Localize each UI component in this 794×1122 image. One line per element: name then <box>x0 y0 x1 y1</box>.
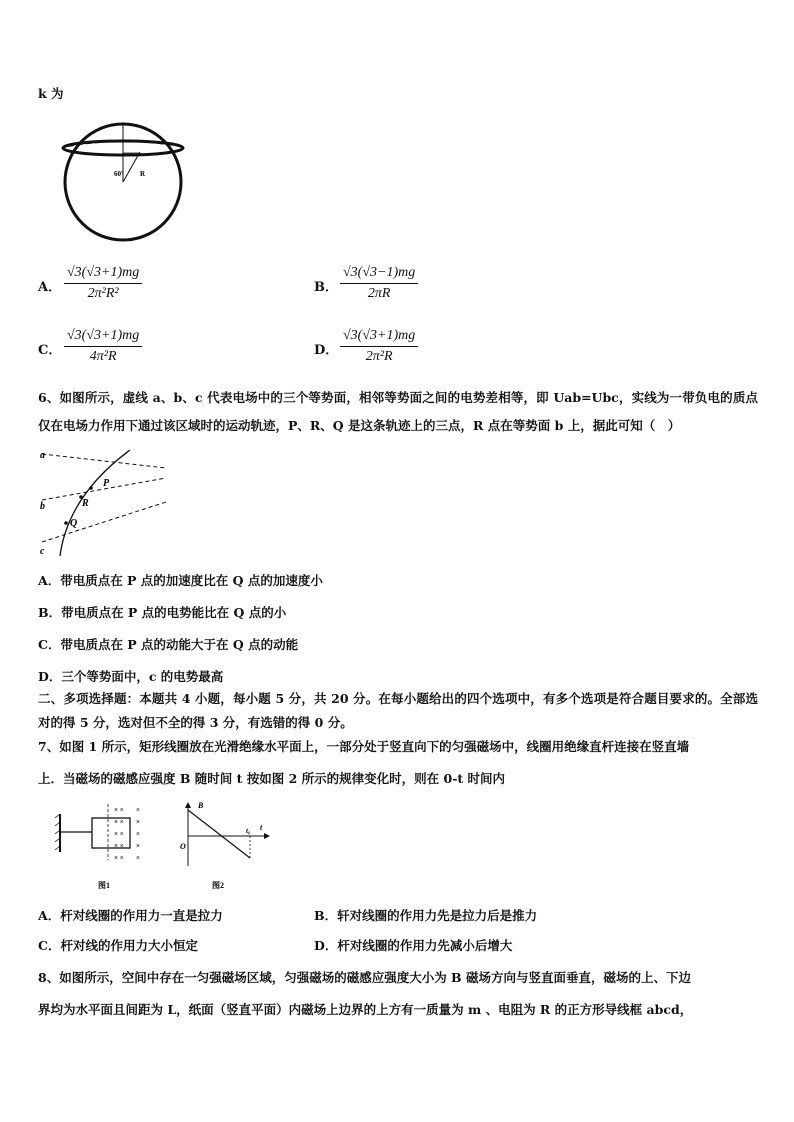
section2-heading: 二、多项选择题：本题共 4 小题，每小题 5 分，共 20 分。在每小题给出的四个选项中，有多个选项是符合题目要求的。全部选对的得 5 分，选对但不全的得 3 分，有选错的得 0 分。 <box>38 691 758 730</box>
option-c-formula <box>64 328 142 365</box>
option-c-letter: C． <box>38 343 62 358</box>
label-r: R <box>82 498 89 509</box>
fig2-axis-b: B <box>198 801 204 810</box>
intro-text: k 为 <box>38 86 64 101</box>
q7-line1: 7、如图 1 所示，矩形线圈放在光滑绝缘水平面上，一部分处于竖直向下的匀强磁场中，线圈用绝缘直杆连接在竖直墙 <box>38 739 690 754</box>
q6-option-d: D．三个等势面中，c 的电势最高 <box>38 669 224 684</box>
svg-text:× ×: × × <box>114 842 124 850</box>
q6-option-c: C．带电质点在 P 点的动能大于在 Q 点的动能 <box>38 637 299 652</box>
svg-text:× ×: × × <box>114 806 124 814</box>
sphere-figure <box>56 120 196 246</box>
option-a-letter: A． <box>38 280 62 295</box>
svg-text:×: × <box>136 806 140 814</box>
q6-option-a: A．带电质点在 P 点的加速度比在 Q 点的加速度小 <box>38 573 323 588</box>
angle-label: 60° <box>114 170 124 178</box>
equipotential-figure <box>38 446 170 558</box>
q7-option-b: B．轩对线圈的作用力先是拉力后是推力 <box>314 908 538 923</box>
q7-option-c: C．杆对线的作用力大小恒定 <box>38 938 198 953</box>
fig2-origin: O <box>180 842 186 851</box>
label-p: P <box>103 478 110 489</box>
q6-option-b: B．带电质点在 P 点的电势能比在 Q 点的小 <box>38 605 287 620</box>
option-b-denominator: 2πR <box>367 286 391 301</box>
label-b: b <box>40 501 45 512</box>
option-d-denominator: 2π²R <box>365 349 393 364</box>
svg-text:× ×: × × <box>114 830 124 838</box>
radius-label: R <box>140 170 146 178</box>
q7-option-d: D．杆对线圈的作用力先减小后增大 <box>314 938 513 953</box>
label-q: Q <box>70 518 78 529</box>
q7-line2: 上．当磁场的磁感应强度 B 随时间 t 按如图 2 所示的规律变化时，则在 0-t 时间内 <box>38 771 506 786</box>
svg-text:× ×: × × <box>114 854 124 862</box>
q7-option-a: A．杆对线圈的作用力一直是拉力 <box>38 908 223 923</box>
option-d-letter: D． <box>314 343 339 358</box>
option-a-numerator: √3(√3+1)mg <box>64 265 142 284</box>
svg-text:×: × <box>136 818 140 826</box>
q8-line1: 8、如图所示，空间中存在一匀强磁场区域，匀强磁场的磁感应强度大小为 B 磁场方向与竖直面垂直，磁场的上、下边 <box>38 970 691 985</box>
option-b-numerator: √3(√3−1)mg <box>340 265 418 284</box>
option-a-formula <box>64 265 142 302</box>
svg-text:×: × <box>136 842 140 850</box>
fig2-caption: 图2 <box>212 881 224 890</box>
option-d-formula <box>340 328 418 365</box>
option-c-numerator: √3(√3+1)mg <box>64 328 142 347</box>
q8-line2: 界均为水平面且间距为 L，纸面（竖直平面）内磁场上边界的上方有一质量为 m 、电阻为 R 的正方形导线框 abcd， <box>38 1002 693 1017</box>
option-c-denominator: 4π²R <box>89 349 117 364</box>
option-d-numerator: √3(√3+1)mg <box>340 328 418 347</box>
q6-stem: 6、如图所示，虚线 a、b、c 代表电场中的三个等势面，相邻等势面之间的电势差相等，即 Uab=Ubc，实线为一带负电的质点仅在电场力作用下通过该区域时的运动轨迹，P、R、Q 是这条轨迹上的三点，R 点在等势面 b 上，据此可知（ ） <box>38 390 758 433</box>
fig2-axis-t: t <box>260 823 263 832</box>
option-b-formula <box>340 265 418 302</box>
option-b-letter: B． <box>314 280 338 295</box>
coil-field-figures <box>52 800 272 896</box>
label-a: a <box>40 450 45 461</box>
fig1-caption: 图1 <box>98 881 110 890</box>
svg-text:×: × <box>136 830 140 838</box>
label-c: c <box>40 546 45 557</box>
svg-text:× ×: × × <box>114 818 124 826</box>
option-a-denominator: 2π²R² <box>87 286 119 301</box>
fig2-t0: t₀ <box>246 827 251 835</box>
svg-text:×: × <box>136 854 140 862</box>
